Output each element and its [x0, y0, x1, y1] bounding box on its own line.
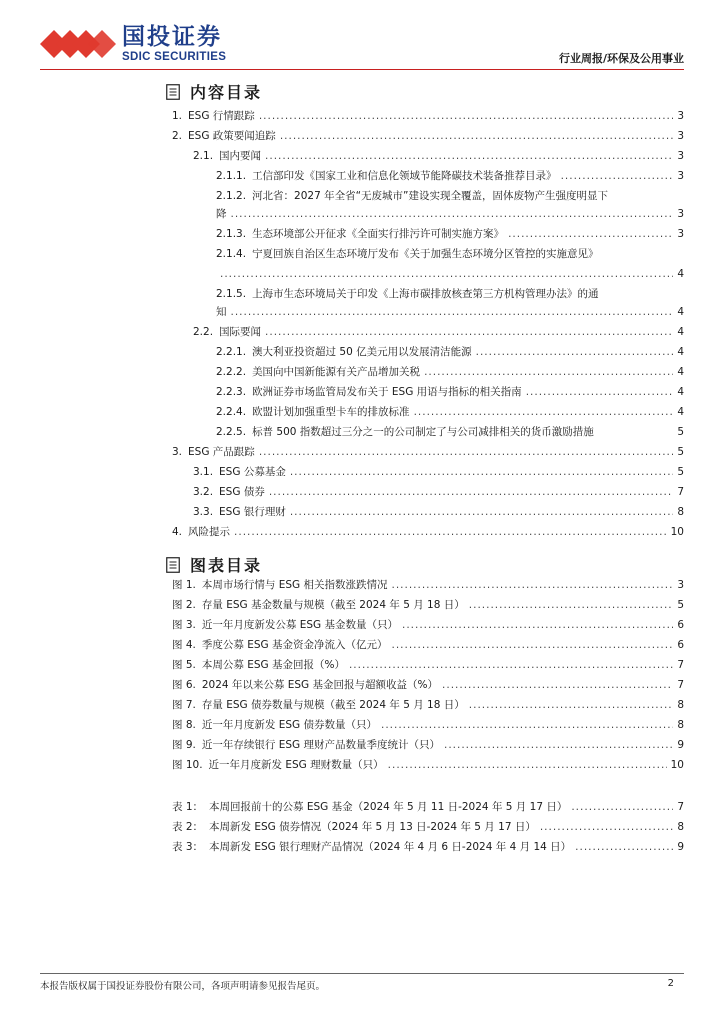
header-divider	[40, 69, 684, 70]
toc-item[interactable]: 3. ESG 产品跟踪 ..... 5	[172, 441, 684, 459]
company-logo	[40, 24, 226, 64]
toc-item[interactable]: 2.2.4. 欧盟计划加强重型卡车的排放标准 ..... 4	[216, 401, 684, 419]
toc-item[interactable]: 4. 风险提示 ..... 10	[172, 521, 684, 539]
figure-item[interactable]: 图 9. 近一年存续银行 ESG 理财产品数量季度统计（只） ..... 9	[172, 734, 684, 752]
table-item[interactable]: 表 3： 本周新发 ESG 银行理财产品情况（2024 年 4 月 6 日-2024 年 4 月 14 日） ..... 9	[172, 836, 684, 854]
toc-item-continuation[interactable]: ..... 4	[216, 263, 684, 281]
toc-item[interactable]: 2.1.3. 生态环境部公开征求《全面实行排污许可制实施方案》 ..... 3	[216, 223, 684, 241]
figure-item[interactable]: 图 3. 近一年月度新发公募 ESG 基金数量（只） ..... 6	[172, 614, 684, 632]
toc-item[interactable]: 2.2. 国际要闻 ..... 4	[193, 321, 684, 339]
figures-title: 图表目录	[190, 556, 263, 575]
document-icon	[166, 84, 180, 100]
toc-item[interactable]: 3.2. ESG 债券 ..... 7	[193, 481, 684, 499]
footer-divider	[40, 973, 684, 974]
toc-item[interactable]: 3.3. ESG 银行理财 ..... 8	[193, 501, 684, 519]
figure-item[interactable]: 图 4. 季度公募 ESG 基金资金净流入（亿元） ..... 6	[172, 634, 684, 652]
toc-item[interactable]: 2.1.4. 宁夏回族自治区生态环境厅发布《关于加强生态环境分区管控的实施意见》	[216, 248, 599, 260]
table-item[interactable]: 表 1： 本周回报前十的公募 ESG 基金（2024 年 5 月 11 日-2024 年 5 月 17 日） ..... 7	[172, 796, 684, 814]
toc-item[interactable]: 2.1. 国内要闻 ..... 3	[193, 145, 684, 163]
toc-item[interactable]: 2. ESG 政策要闻追踪 ..... 3	[172, 125, 684, 143]
figure-item[interactable]: 图 6. 2024 年以来公募 ESG 基金回报与超额收益（%） ..... 7	[172, 674, 684, 692]
report-type: 行业周报/环保及公用事业	[558, 52, 684, 65]
figure-item[interactable]: 图 5. 本周公募 ESG 基金回报（%） ..... 7	[172, 654, 684, 672]
toc-item[interactable]: 1. ESG 行情跟踪 ..... 3	[172, 105, 684, 123]
toc-item[interactable]: 3.1. ESG 公募基金 ..... 5	[193, 461, 684, 479]
figure-item[interactable]: 图 10. 近一年月度新发 ESG 理财数量（只） ..... 10	[172, 754, 684, 772]
document-icon	[166, 557, 180, 573]
toc-item-continuation[interactable]: 知 ..... 4	[216, 301, 684, 319]
figure-item[interactable]: 图 1. 本周市场行情与 ESG 相关指数涨跌情况 ..... 3	[172, 574, 684, 592]
figure-item[interactable]: 图 2. 存量 ESG 基金数量与规模（截至 2024 年 5 月 18 日） ..... 5	[172, 594, 684, 612]
contents-title: 内容目录	[190, 83, 263, 102]
toc-item[interactable]: 2.2.2. 美国向中国新能源有关产品增加关税 ..... 4	[216, 361, 684, 379]
toc-item[interactable]: 2.1.2. 河北省：2027 年全省“无废城市”建设实现全覆盖，固体废物产生强度明显下	[216, 190, 608, 202]
toc-item[interactable]: 2.1.1. 工信部印发《国家工业和信息化领域节能降碳技术装备推荐目录》 ..... 3	[216, 165, 684, 183]
company-name-cn: 国投证券	[122, 24, 222, 50]
page-number: 2	[667, 978, 674, 989]
toc-item[interactable]: 2.2.1. 澳大利亚投资超过 50 亿美元用以发展清洁能源 ..... 4	[216, 341, 684, 359]
company-name-en: SDIC SECURITIES	[122, 51, 227, 63]
toc-item[interactable]: 2.1.5. 上海市生态环境局关于印发《上海市碳排放核查第三方机构管理办法》的通	[216, 288, 599, 300]
table-item[interactable]: 表 2： 本周新发 ESG 债券情况（2024 年 5 月 13 日-2024 年 5 月 17 日） ..... 8	[172, 816, 684, 834]
contents-heading	[166, 80, 262, 103]
figure-item[interactable]: 图 8. 近一年月度新发 ESG 债券数量（只） ..... 8	[172, 714, 684, 732]
figure-item[interactable]: 图 7. 存量 ESG 债券数量与规模（截至 2024 年 5 月 18 日） ..... 8	[172, 694, 684, 712]
toc-item[interactable]: 2.2.3. 欧洲证券市场监管局发布关于 ESG 用语与指标的相关指南 ..... 4	[216, 381, 684, 399]
figures-heading	[166, 553, 262, 576]
footer-disclaimer: 本报告版权属于国投证券股份有限公司，各项声明请参见报告尾页。	[40, 981, 326, 992]
logo-mark-icon	[40, 26, 116, 62]
toc-item-continuation[interactable]: 降 ..... 3	[216, 203, 684, 221]
toc-item[interactable]: 2.2.5. 标普 500 指数超过三分之一的公司制定了与公司减排相关的货币激励措施 5	[216, 426, 684, 438]
